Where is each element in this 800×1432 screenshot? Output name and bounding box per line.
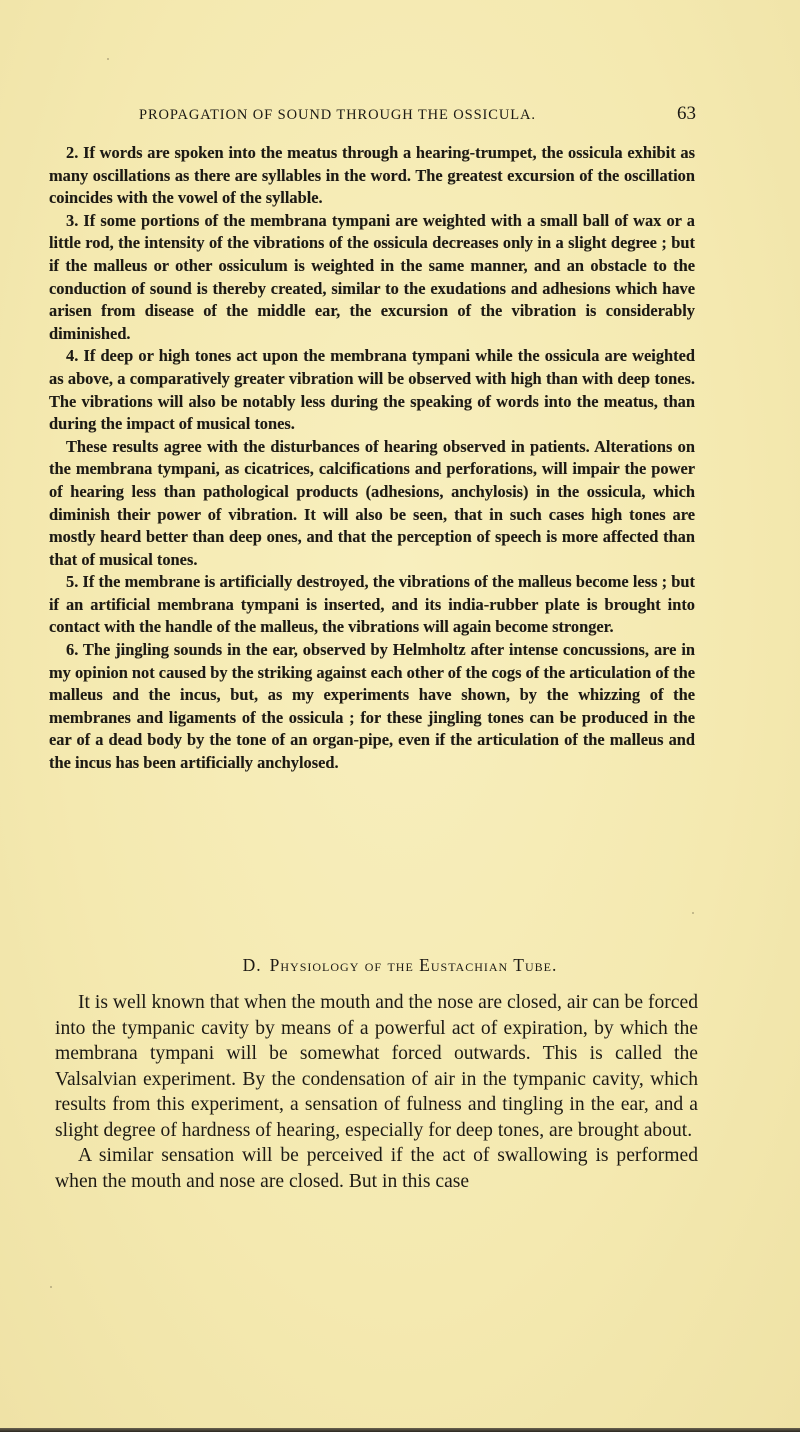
numbered-observations xyxy=(49,142,695,775)
section-heading xyxy=(0,955,800,976)
eustachian-tube-text xyxy=(55,990,698,1194)
page-number: 63 xyxy=(677,103,696,124)
paragraph-results: These results agree with the disturbances of hearing observed in patients. Alterations on the membrana tympani, as cicatrices, calcifications and perforations, will impair the power of hearing less than pathological products (adhesions, anchylosis) in the ossicula, which diminish their power of vibration. It will also be seen, that in such cases high tones are mostly heard better than deep ones, and that the perception of speech is more affected than that of musical tones. xyxy=(49,436,695,569)
running-head-title: PROPAGATION OF SOUND THROUGH THE OSSICULA. xyxy=(139,107,536,123)
paragraph-observation-6: 6. The jingling sounds in the ear, observed by Helmholtz after intense concussions, are in my opinion not caused by the striking against each other of the cogs of the articulation of the malleus and the incus, but, as my experiments have shown, by the whizzing of the membranes and ligaments of the ossicula ; for these jingling tones can be produced in the ear of a dead body by the tone of an organ-pipe, even if the articulation of the malleus and the incus has been artificially anchylosed. xyxy=(49,640,695,773)
paragraph-observation-4: 4. If deep or high tones act upon the membrana tympani while the ossicula are weighted as above, a comparatively greater vibration will be observed with high than with deep tones. The vibrations will also be notably less during the speaking of words into the meatus, than during the impact of musical tones. xyxy=(49,346,695,434)
section-title: Physiology of the Eustachian Tube. xyxy=(269,955,558,975)
paragraph-observation-2: 2. If words are spoken into the meatus through a hearing-trumpet, the ossicula exhibit as many oscillations as there are syllables in the word. The greatest excursion of the oscillation coincides with the vowel of the syllable. xyxy=(49,143,695,208)
section-letter: D. xyxy=(242,955,262,975)
paragraph-observation-5: 5. If the membrane is artificially destroyed, the vibrations of the malleus become less ; but if an artificial membrana tympani is inserted, and its india-rubber plate is brought into contact with the handle of the malleus, the vibrations will again become stronger. xyxy=(49,572,695,637)
page-bottom-edge xyxy=(0,1428,800,1432)
paper-speck xyxy=(50,1286,52,1288)
paragraph-observation-3: 3. If some portions of the membrana tympani are weighted with a small ball of wax or a little rod, the intensity of the vibrations of the ossicula decreases only in a slight degree ; but if the malleus or other ossiculum is weighted in the same manner, and an obstacle to the conduction of sound is thereby created, similar to the exudations and adhesions which have arisen from disease of the middle ear, the excursion of the vibration is considerably diminished. xyxy=(49,210,695,343)
paragraph-swallowing: A similar sensation will be perceived if the act of swallowing is performed when the mouth and nose are closed. But in this case xyxy=(55,1145,698,1192)
paragraph-valsalvian: It is well known that when the mouth and the nose are closed, air can be forced into the tympanic cavity by means of a powerful act of expiration, by which the membrana tympani will be somewhat forced outwards. This is called the Valsalvian experiment. By the condensation of air in the tympanic cavity, which results from this experiment, a sensation of fulness and tingling in the ear, and a slight degree of hardness of hearing, especially for deep tones, are brought about. xyxy=(55,992,698,1141)
paper-speck xyxy=(107,58,109,60)
running-head xyxy=(139,103,696,125)
paper-speck xyxy=(692,912,694,914)
